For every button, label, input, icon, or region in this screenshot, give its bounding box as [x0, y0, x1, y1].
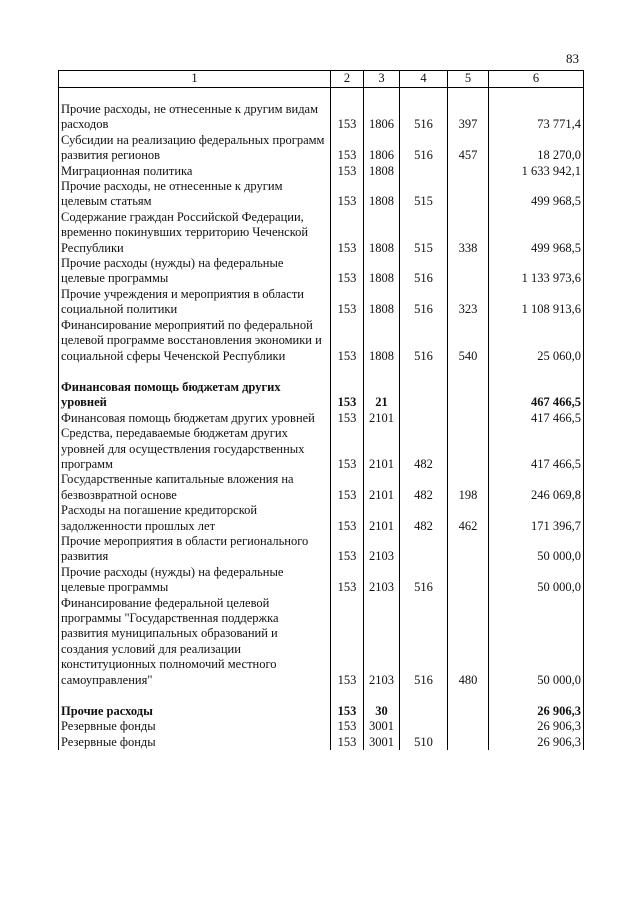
amount-cell: 171 396,7: [489, 503, 584, 534]
code-cell: 30: [364, 704, 400, 719]
code-cell: 153: [331, 735, 364, 750]
table-row: [59, 318, 584, 364]
table-body: [59, 88, 584, 751]
code-cell: [448, 256, 489, 287]
table-row: [59, 411, 584, 426]
item-name-cell: Финансирование мероприятий по федеральной целевой программе восстановления экономики и социальной сферы Чеченской Республики: [59, 318, 331, 364]
table-row: [59, 719, 584, 734]
amount-cell: 1 133 973,6: [489, 256, 584, 287]
code-cell: 2101: [364, 426, 400, 472]
code-cell: [400, 411, 448, 426]
code-cell: [448, 704, 489, 719]
code-cell: 1808: [364, 256, 400, 287]
code-cell: 457: [448, 133, 489, 164]
table-row: [59, 596, 584, 688]
amount-cell: 1 633 942,1: [489, 164, 584, 179]
code-cell: 516: [400, 256, 448, 287]
code-cell: [400, 164, 448, 179]
item-name-cell: Прочие расходы (нужды) на федеральные целевые программы: [59, 565, 331, 596]
code-cell: 153: [331, 102, 364, 133]
table-row: [59, 704, 584, 719]
code-cell: 198: [448, 472, 489, 503]
amount-cell: 246 069,8: [489, 472, 584, 503]
item-name-cell: Прочие мероприятия в области регионального развития: [59, 534, 331, 565]
spacer-row: [59, 688, 584, 704]
code-cell: 1808: [364, 179, 400, 210]
code-cell: 3001: [364, 719, 400, 734]
code-cell: 1808: [364, 318, 400, 364]
item-name-cell: Резервные фонды: [59, 719, 331, 734]
item-name-cell: Государственные капитальные вложения на безвозвратной основе: [59, 472, 331, 503]
column-header: 3: [364, 71, 400, 88]
column-header: 6: [489, 71, 584, 88]
code-cell: [448, 164, 489, 179]
code-cell: 21: [364, 380, 400, 411]
column-header: 4: [400, 71, 448, 88]
item-name-cell: Прочие расходы, не отнесенные к другим целевым статьям: [59, 179, 331, 210]
table-row: [59, 102, 584, 133]
code-cell: 2103: [364, 596, 400, 688]
code-cell: 3001: [364, 735, 400, 750]
amount-cell: 1 108 913,6: [489, 287, 584, 318]
item-name-cell: Финансирование федеральной целевой программы "Государственная поддержка развития муниципальных образований и создания условий для реализации конституционных полномочий местного самоуправления": [59, 596, 331, 688]
table-row: [59, 133, 584, 164]
code-cell: 153: [331, 210, 364, 256]
column-header: 1: [59, 71, 331, 88]
amount-cell: 73 771,4: [489, 102, 584, 133]
item-name-cell: Финансовая помощь бюджетам других уровней: [59, 380, 331, 411]
table-row: [59, 565, 584, 596]
column-header: 2: [331, 71, 364, 88]
code-cell: 2101: [364, 472, 400, 503]
code-cell: 516: [400, 596, 448, 688]
code-cell: [448, 565, 489, 596]
code-cell: 515: [400, 210, 448, 256]
code-cell: [400, 534, 448, 565]
table-row: [59, 164, 584, 179]
code-cell: [448, 411, 489, 426]
code-cell: [448, 179, 489, 210]
code-cell: 323: [448, 287, 489, 318]
amount-cell: 499 968,5: [489, 210, 584, 256]
code-cell: 153: [331, 318, 364, 364]
item-name-cell: Прочие расходы, не отнесенные к другим видам расходов: [59, 102, 331, 133]
code-cell: [448, 380, 489, 411]
amount-cell: 26 906,3: [489, 735, 584, 750]
code-cell: 153: [331, 426, 364, 472]
code-cell: 2101: [364, 503, 400, 534]
amount-cell: 50 000,0: [489, 534, 584, 565]
spacer-row: [59, 88, 584, 103]
budget-table: [58, 70, 584, 750]
item-name-cell: Миграционная политика: [59, 164, 331, 179]
column-header: 5: [448, 71, 489, 88]
table-row: [59, 210, 584, 256]
table-row: [59, 287, 584, 318]
code-cell: 515: [400, 179, 448, 210]
code-cell: 1806: [364, 102, 400, 133]
code-cell: 516: [400, 565, 448, 596]
code-cell: 153: [331, 179, 364, 210]
code-cell: 510: [400, 735, 448, 750]
code-cell: 153: [331, 472, 364, 503]
code-cell: 482: [400, 426, 448, 472]
item-name-cell: Содержание граждан Российской Федерации, временно покинувших территорию Чеченской Республики: [59, 210, 331, 256]
code-cell: 153: [331, 719, 364, 734]
code-cell: 2101: [364, 411, 400, 426]
code-cell: 516: [400, 287, 448, 318]
code-cell: 2103: [364, 534, 400, 565]
table-row: [59, 534, 584, 565]
code-cell: 153: [331, 164, 364, 179]
code-cell: [448, 426, 489, 472]
table-row: [59, 179, 584, 210]
code-cell: [448, 735, 489, 750]
item-name-cell: Субсидии на реализацию федеральных программ развития регионов: [59, 133, 331, 164]
code-cell: [448, 534, 489, 565]
amount-cell: 18 270,0: [489, 133, 584, 164]
item-name-cell: Прочие расходы: [59, 704, 331, 719]
amount-cell: 26 906,3: [489, 719, 584, 734]
page-number: 83: [566, 51, 579, 66]
code-cell: 480: [448, 596, 489, 688]
item-name-cell: Прочие учреждения и мероприятия в области социальной политики: [59, 287, 331, 318]
table-row: [59, 503, 584, 534]
table-row: [59, 380, 584, 411]
amount-cell: 25 060,0: [489, 318, 584, 364]
code-cell: 153: [331, 503, 364, 534]
code-cell: 153: [331, 380, 364, 411]
code-cell: 1808: [364, 210, 400, 256]
item-name-cell: Прочие расходы (нужды) на федеральные целевые программы: [59, 256, 331, 287]
item-name-cell: Финансовая помощь бюджетам других уровней: [59, 411, 331, 426]
column-number-row: [59, 71, 584, 88]
spacer-row: [59, 364, 584, 380]
code-cell: [400, 704, 448, 719]
code-cell: 540: [448, 318, 489, 364]
code-cell: 397: [448, 102, 489, 133]
code-cell: [400, 380, 448, 411]
code-cell: 338: [448, 210, 489, 256]
code-cell: 153: [331, 133, 364, 164]
code-cell: 516: [400, 133, 448, 164]
amount-cell: 26 906,3: [489, 704, 584, 719]
table-row: [59, 735, 584, 750]
code-cell: 516: [400, 318, 448, 364]
code-cell: 153: [331, 256, 364, 287]
code-cell: 153: [331, 704, 364, 719]
code-cell: 516: [400, 102, 448, 133]
code-cell: 2103: [364, 565, 400, 596]
code-cell: [448, 719, 489, 734]
item-name-cell: Резервные фонды: [59, 735, 331, 750]
code-cell: 1808: [364, 287, 400, 318]
item-name-cell: Расходы на погашение кредиторской задолженности прошлых лет: [59, 503, 331, 534]
code-cell: 482: [400, 503, 448, 534]
amount-cell: 467 466,5: [489, 380, 584, 411]
code-cell: 153: [331, 411, 364, 426]
amount-cell: 499 968,5: [489, 179, 584, 210]
table-row: [59, 472, 584, 503]
code-cell: 462: [448, 503, 489, 534]
code-cell: [400, 719, 448, 734]
code-cell: 153: [331, 534, 364, 565]
code-cell: 482: [400, 472, 448, 503]
code-cell: 1808: [364, 164, 400, 179]
item-name-cell: Средства, передаваемые бюджетам других уровней для осуществления государственных программ: [59, 426, 331, 472]
code-cell: 153: [331, 596, 364, 688]
table-row: [59, 256, 584, 287]
amount-cell: 417 466,5: [489, 411, 584, 426]
code-cell: 153: [331, 287, 364, 318]
amount-cell: 417 466,5: [489, 426, 584, 472]
code-cell: 153: [331, 565, 364, 596]
amount-cell: 50 000,0: [489, 565, 584, 596]
code-cell: 1806: [364, 133, 400, 164]
amount-cell: 50 000,0: [489, 596, 584, 688]
table-row: [59, 426, 584, 472]
